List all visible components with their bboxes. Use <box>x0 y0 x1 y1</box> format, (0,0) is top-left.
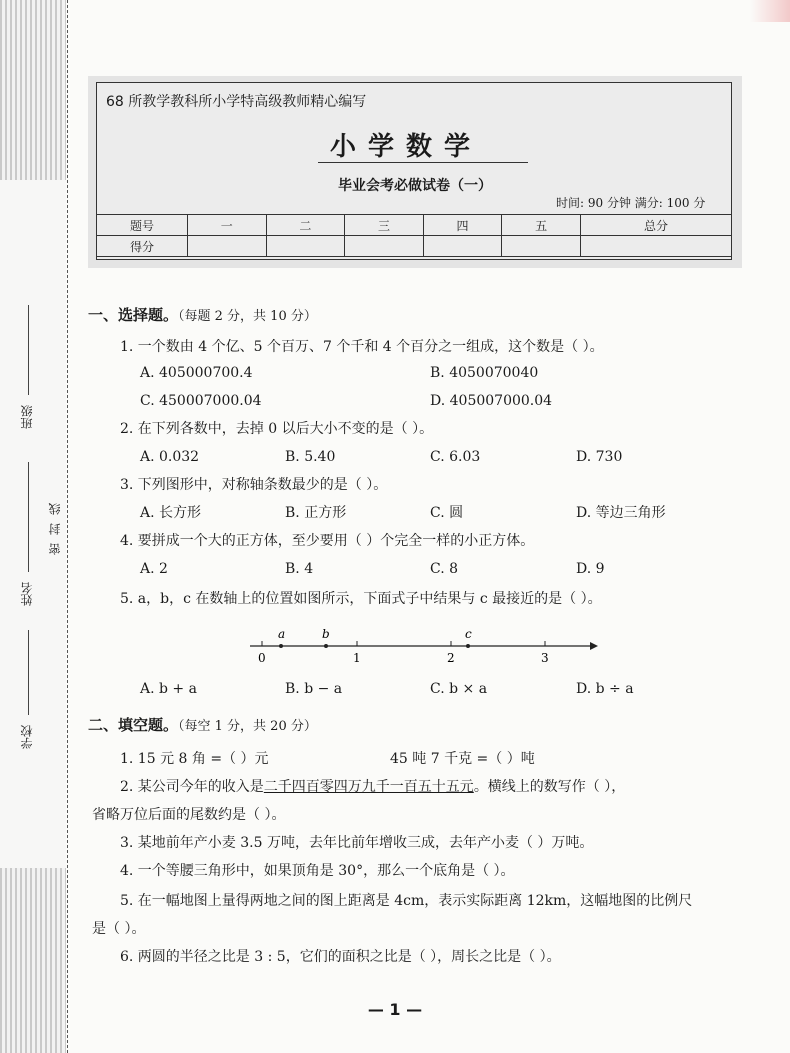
publisher-line: 68 所教学教科所小学特高级教师精心编写 <box>106 94 367 110</box>
point-label: c <box>465 627 472 641</box>
corner-tab <box>750 0 790 22</box>
option-c[interactable]: C. 450007000.04 <box>140 393 262 409</box>
question-2-5-cont: 是（ ）。 <box>92 921 146 937</box>
score-input-cell[interactable] <box>266 236 345 257</box>
score-table-score-row <box>97 236 732 257</box>
option-b[interactable]: B. 正方形 <box>285 505 347 521</box>
page-number: — 1 — <box>367 1000 423 1019</box>
option-b[interactable]: B. 4 <box>285 561 314 577</box>
title-rule <box>318 162 528 163</box>
time-and-score: 时间: 90 分钟 满分: 100 分 <box>556 196 706 210</box>
option-b[interactable]: B. b − a <box>285 681 343 697</box>
option-a[interactable]: A. 长方形 <box>140 505 202 521</box>
axis-tick-label: 0 <box>258 651 266 665</box>
option-a[interactable]: A. 405000700.4 <box>140 365 253 381</box>
question-1-1: 1. 一个数由 4 个亿、5 个百万、7 个千和 4 个百分之一组成，这个数是（ ）。 <box>120 339 604 355</box>
option-c[interactable]: C. 6.03 <box>430 449 481 465</box>
number-line-figure <box>240 622 600 668</box>
score-cell: 三 <box>345 215 424 236</box>
score-cell: 一 <box>188 215 267 236</box>
point-label: b <box>322 627 330 641</box>
exam-subtitle: 毕业会考必做试卷（一） <box>338 178 492 194</box>
question-2-3: 3. 某地前年产小麦 3.5 万吨，去年比前年增收三成，去年产小麦（ ）万吨。 <box>120 835 594 851</box>
question-1-3: 3. 下列图形中，对称轴条数最少的是（ ）。 <box>120 477 388 493</box>
option-d[interactable]: D. 9 <box>576 561 605 577</box>
point-c-dot <box>466 644 470 648</box>
section1-note: （每题 2 分，共 10 分） <box>178 309 317 324</box>
score-cell: 总分 <box>580 215 731 236</box>
score-table-header-row <box>97 215 732 236</box>
score-input-cell[interactable] <box>345 236 424 257</box>
margin-stripe-top <box>0 0 66 180</box>
option-a[interactable]: A. 2 <box>140 561 168 577</box>
margin-stripe-bottom <box>0 868 66 1053</box>
name-blank-line <box>28 462 29 572</box>
score-cell: 二 <box>266 215 345 236</box>
seal-line-text: 密封线 <box>48 495 62 555</box>
question-1-5: 5. a，b，c 在数轴上的位置如图所示，下面式子中结果与 c 最接近的是（ ）。 <box>120 591 602 607</box>
option-c[interactable]: C. 8 <box>430 561 459 577</box>
question-2-5: 5. 在一幅地图上量得两地之间的图上距离是 4cm，表示实际距离 12km，这幅地图的比例尺 <box>120 893 693 909</box>
school-label: 学校 <box>20 725 34 749</box>
score-cell: 四 <box>423 215 502 236</box>
score-input-cell[interactable] <box>423 236 502 257</box>
cut-line <box>67 0 68 1053</box>
score-table <box>96 214 732 257</box>
score-input-cell[interactable] <box>502 236 581 257</box>
option-a[interactable]: A. 0.032 <box>140 449 200 465</box>
question-2-6: 6. 两圆的半径之比是 3 : 5，它们的面积之比是（ ），周长之比是（ ）。 <box>120 949 561 965</box>
underlined-amount: 二千四百零四万九千一百五十五元 <box>263 779 474 795</box>
point-b-dot <box>324 644 328 648</box>
option-b[interactable]: B. 4050070040 <box>430 365 539 381</box>
name-label: 姓名 <box>20 582 34 606</box>
score-cell: 得分 <box>97 236 188 257</box>
question-2-1b: 45 吨 7 千克 =（ ）吨 <box>390 751 535 767</box>
question-2-4: 4. 一个等腰三角形中，如果顶角是 30°，那么一个底角是（ ）。 <box>120 863 515 879</box>
option-d[interactable]: D. b ÷ a <box>576 681 634 697</box>
point-a-dot <box>279 644 283 648</box>
section1-heading <box>88 306 317 326</box>
class-blank-line <box>28 305 29 395</box>
question-text: 。横线上的数写作（ ）， <box>473 779 626 795</box>
score-cell: 五 <box>502 215 581 236</box>
axis-tick-label: 2 <box>447 651 455 665</box>
section2-note: （每空 1 分，共 20 分） <box>178 719 317 734</box>
axis-tick-label: 1 <box>353 651 361 665</box>
option-b[interactable]: B. 5.40 <box>285 449 336 465</box>
option-d[interactable]: D. 等边三角形 <box>576 505 666 521</box>
section1-title: 一、选择题。 <box>88 306 179 324</box>
question-2-2 <box>120 778 625 796</box>
point-label: a <box>278 627 286 641</box>
score-input-cell[interactable] <box>188 236 267 257</box>
option-c[interactable]: C. b × a <box>430 681 488 697</box>
score-cell: 题号 <box>97 215 188 236</box>
question-1-4: 4. 要拼成一个大的正方体，至少要用（ ）个完全一样的小正方体。 <box>120 533 535 549</box>
section2-title: 二、填空题。 <box>88 716 179 734</box>
axis-tick-label: 3 <box>541 651 549 665</box>
arrow-head-icon <box>590 642 598 650</box>
option-d[interactable]: D. 405007000.04 <box>430 393 553 409</box>
question-2-2-cont: 省略万位后面的尾数约是（ ）。 <box>92 807 286 823</box>
question-text: 2. 某公司今年的收入是 <box>120 779 264 795</box>
question-1-2: 2. 在下列各数中，去掉 0 以后大小不变的是（ ）。 <box>120 421 434 437</box>
option-d[interactable]: D. 730 <box>576 449 623 465</box>
class-label: 班级 <box>20 405 34 429</box>
option-c[interactable]: C. 圆 <box>430 505 464 521</box>
score-input-cell[interactable] <box>580 236 731 257</box>
question-2-1a: 1. 15 元 8 角 =（ ）元 <box>120 751 269 767</box>
school-blank-line <box>28 630 29 715</box>
option-a[interactable]: A. b + a <box>140 681 197 697</box>
exam-title: 小学数学 <box>330 132 483 162</box>
section2-heading <box>88 716 317 736</box>
